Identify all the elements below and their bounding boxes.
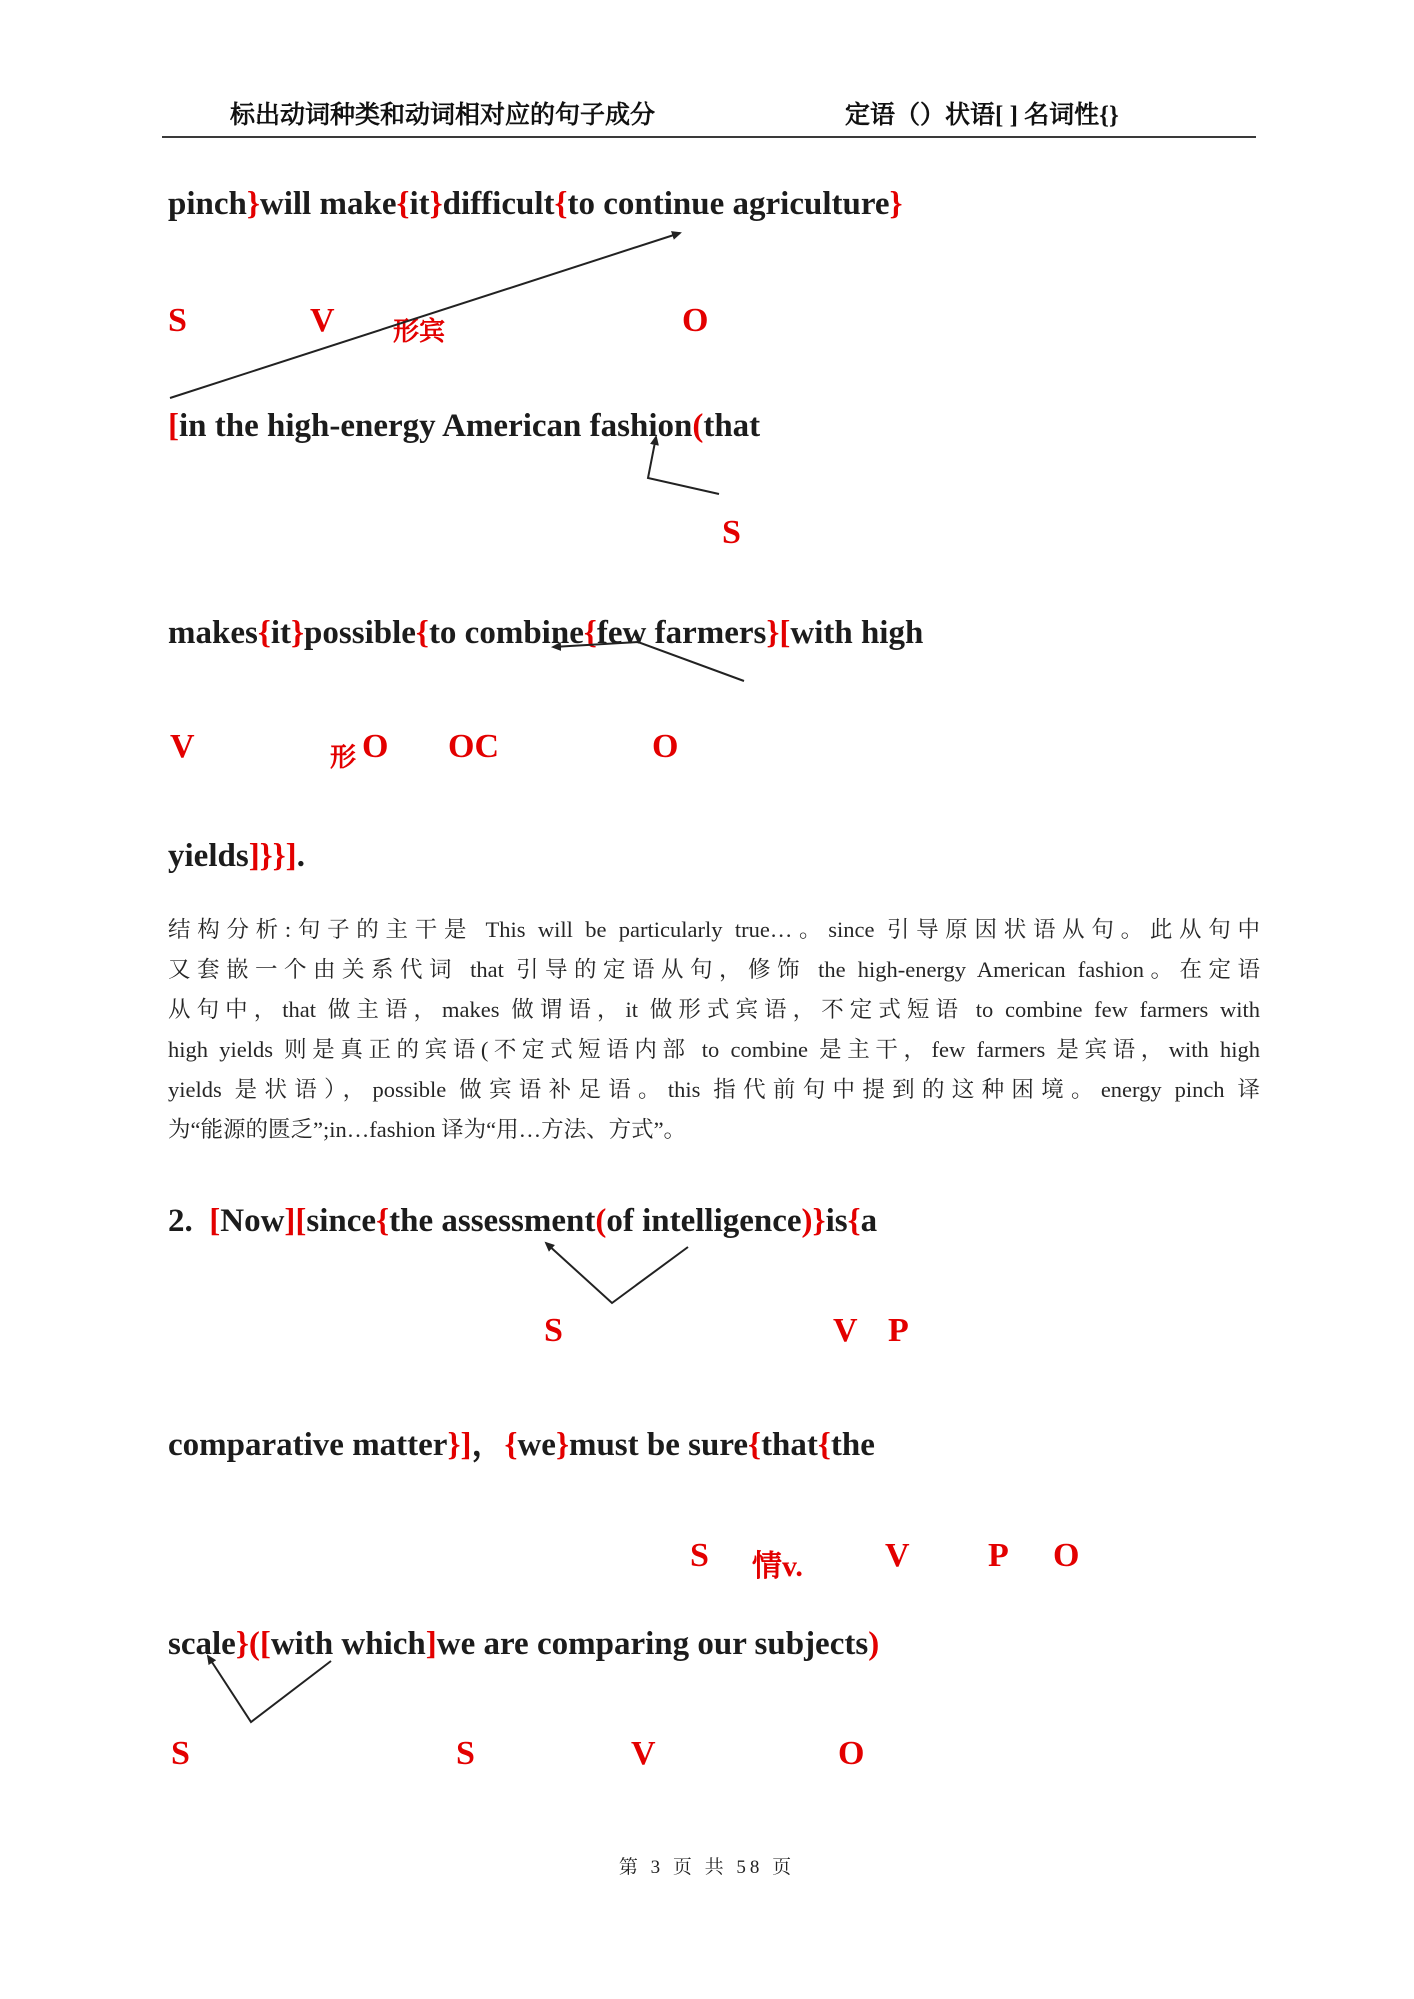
bracket-mark: { [847, 1203, 861, 1239]
text-segment: in the high-energy American fashion [179, 408, 693, 444]
grammar-label: 形 [330, 743, 357, 772]
text-segment: Now [220, 1203, 285, 1239]
bracket-mark: } [555, 1427, 569, 1463]
sentence1-labels-row3 [0, 728, 1414, 780]
bracket-mark: { [415, 615, 429, 651]
sentence2-line2 [168, 1418, 875, 1465]
analysis-line: 为“能源的匮乏”;in…fashion 译为“用…方法、方式”。 [168, 1117, 687, 1142]
text-segment: makes [168, 615, 258, 651]
bracket-mark: [ [209, 1203, 221, 1239]
bracket-mark: ( [248, 1626, 260, 1662]
grammar-label: S [690, 1537, 709, 1574]
grammar-label: V [631, 1735, 656, 1772]
text-segment: it [270, 615, 292, 651]
text-segment: of intelligence [606, 1203, 802, 1239]
sentence2-line1 [168, 1203, 877, 1240]
text-segment: since [306, 1203, 377, 1239]
bracket-mark: { [504, 1427, 518, 1463]
bracket-mark: { [554, 186, 568, 222]
bracket-mark: } [766, 615, 780, 651]
bracket-mark: } [235, 1626, 249, 1662]
bracket-mark: } [246, 186, 260, 222]
text-segment: that [703, 408, 761, 444]
analysis-line: 结构分析:句子的主干是 This will be particularly true…。since 引导原因状语从句。此从句中 [168, 917, 1260, 942]
grammar-label: V [885, 1537, 910, 1574]
grammar-label: V [170, 728, 195, 765]
text-segment: must be sure [568, 1427, 749, 1463]
grammar-label: O [682, 302, 709, 339]
arrow-to-assessment [546, 1243, 688, 1303]
bracket-mark: [ [295, 1203, 307, 1239]
bracket-mark: } [889, 186, 903, 222]
sentence2-labels-row2 [0, 1537, 1414, 1589]
bracket-mark: } [291, 615, 305, 651]
text-segment: the [830, 1427, 875, 1463]
bracket-mark: ( [692, 408, 704, 444]
bracket-mark: }] [447, 1427, 472, 1463]
text-segment: ， [471, 1427, 505, 1463]
text-segment: to continue agriculture [567, 186, 890, 222]
text-segment: with which [270, 1626, 426, 1662]
text-segment: possible [304, 615, 416, 651]
text-segment: scale [168, 1626, 236, 1662]
grammar-label: V [833, 1312, 858, 1349]
text-segment: will make [259, 186, 397, 222]
grammar-label: OC [448, 728, 499, 765]
grammar-label: O [838, 1735, 865, 1772]
bracket-mark: ) [868, 1626, 880, 1662]
arrow-to-that [648, 437, 719, 494]
bracket-mark: { [257, 615, 271, 651]
analysis-line: 从句中，that 做主语，makes 做谓语，it 做形式宾语，不定式短语 to combine few farmers with [168, 997, 1260, 1022]
grammar-label: S [722, 514, 741, 551]
bracket-mark: } [429, 186, 443, 222]
text-segment: is [825, 1203, 848, 1239]
grammar-label: S [544, 1312, 563, 1349]
sentence1-line4 [168, 838, 305, 875]
grammar-label: S [168, 302, 187, 339]
text-segment: . [296, 838, 305, 874]
analysis-line: high yields 则是真正的宾语(不定式短语内部 to combine 是主干，few farmers 是宾语，with high [168, 1037, 1260, 1062]
bracket-mark: [ [779, 615, 791, 651]
text-segment: pinch [168, 186, 247, 222]
bracket-mark: ] [284, 1203, 296, 1239]
bracket-mark: { [748, 1427, 762, 1463]
text-segment: a [860, 1203, 878, 1239]
bracket-mark: [ [168, 408, 179, 444]
arrow-to-scale [208, 1656, 331, 1722]
header-legend-right: 定语（）状语[ ] 名词性{} [845, 102, 1119, 129]
text-segment: comparative matter [168, 1427, 448, 1463]
grammar-label: V [310, 302, 335, 339]
header-divider [162, 136, 1256, 138]
sentence2-labels-row1 [0, 1312, 1414, 1364]
bracket-mark: } [812, 1203, 826, 1239]
sentence1-line1 [168, 186, 903, 223]
bracket-mark: [ [259, 1626, 271, 1662]
text-segment: we are comparing our subjects [436, 1626, 869, 1662]
text-segment: few farmers [596, 615, 767, 651]
sentence1-labels-row1 [0, 302, 1414, 354]
analysis-line: yields 是状语），possible 做宾语补足语。this 指代前句中提到的这种困境。energy pinch 译 [168, 1077, 1260, 1102]
bracket-mark: { [817, 1427, 831, 1463]
text-segment: difficult [442, 186, 555, 222]
text-segment: we [517, 1427, 556, 1463]
bracket-mark: { [396, 186, 410, 222]
grammar-label: P [988, 1537, 1009, 1574]
text-segment: the assessment [389, 1203, 596, 1239]
bracket-mark: ] [425, 1626, 437, 1662]
bracket-mark: ) [801, 1203, 813, 1239]
bracket-mark: ]}}] [248, 838, 297, 874]
grammar-label: P [888, 1312, 909, 1349]
text-segment: that [761, 1427, 818, 1463]
grammar-label: S [456, 1735, 475, 1772]
sentence2-line3 [168, 1626, 879, 1663]
grammar-label: 情v. [752, 1550, 803, 1583]
page-number: 第 3 页 共 58 页 [618, 1857, 796, 1878]
sentence1-line2 [168, 408, 760, 445]
analysis-paragraph [168, 910, 1260, 1150]
grammar-label: 形宾 [393, 317, 446, 346]
grammar-label: O [1053, 1537, 1080, 1574]
bracket-mark: { [583, 615, 597, 651]
grammar-label: S [171, 1735, 190, 1772]
text-segment: with high [790, 615, 924, 651]
grammar-label: O [362, 728, 389, 765]
header-title-left: 标出动词种类和动词相对应的句子成分 [230, 102, 656, 129]
text-segment: to combine [428, 615, 584, 651]
sentence1-line3 [168, 615, 923, 652]
bracket-mark: ( [595, 1203, 607, 1239]
text-segment: yields [168, 838, 249, 874]
sentence1-labels-row2 [0, 514, 1414, 566]
text-segment: 2. [168, 1203, 210, 1239]
sentence2-labels-row3 [0, 1735, 1414, 1787]
text-segment: it [409, 186, 430, 222]
grammar-label: O [652, 728, 679, 765]
analysis-line: 又套嵌一个由关系代词 that 引导的定语从句，修饰 the high-energy American fashion。在定语 [168, 957, 1260, 982]
bracket-mark: { [376, 1203, 390, 1239]
